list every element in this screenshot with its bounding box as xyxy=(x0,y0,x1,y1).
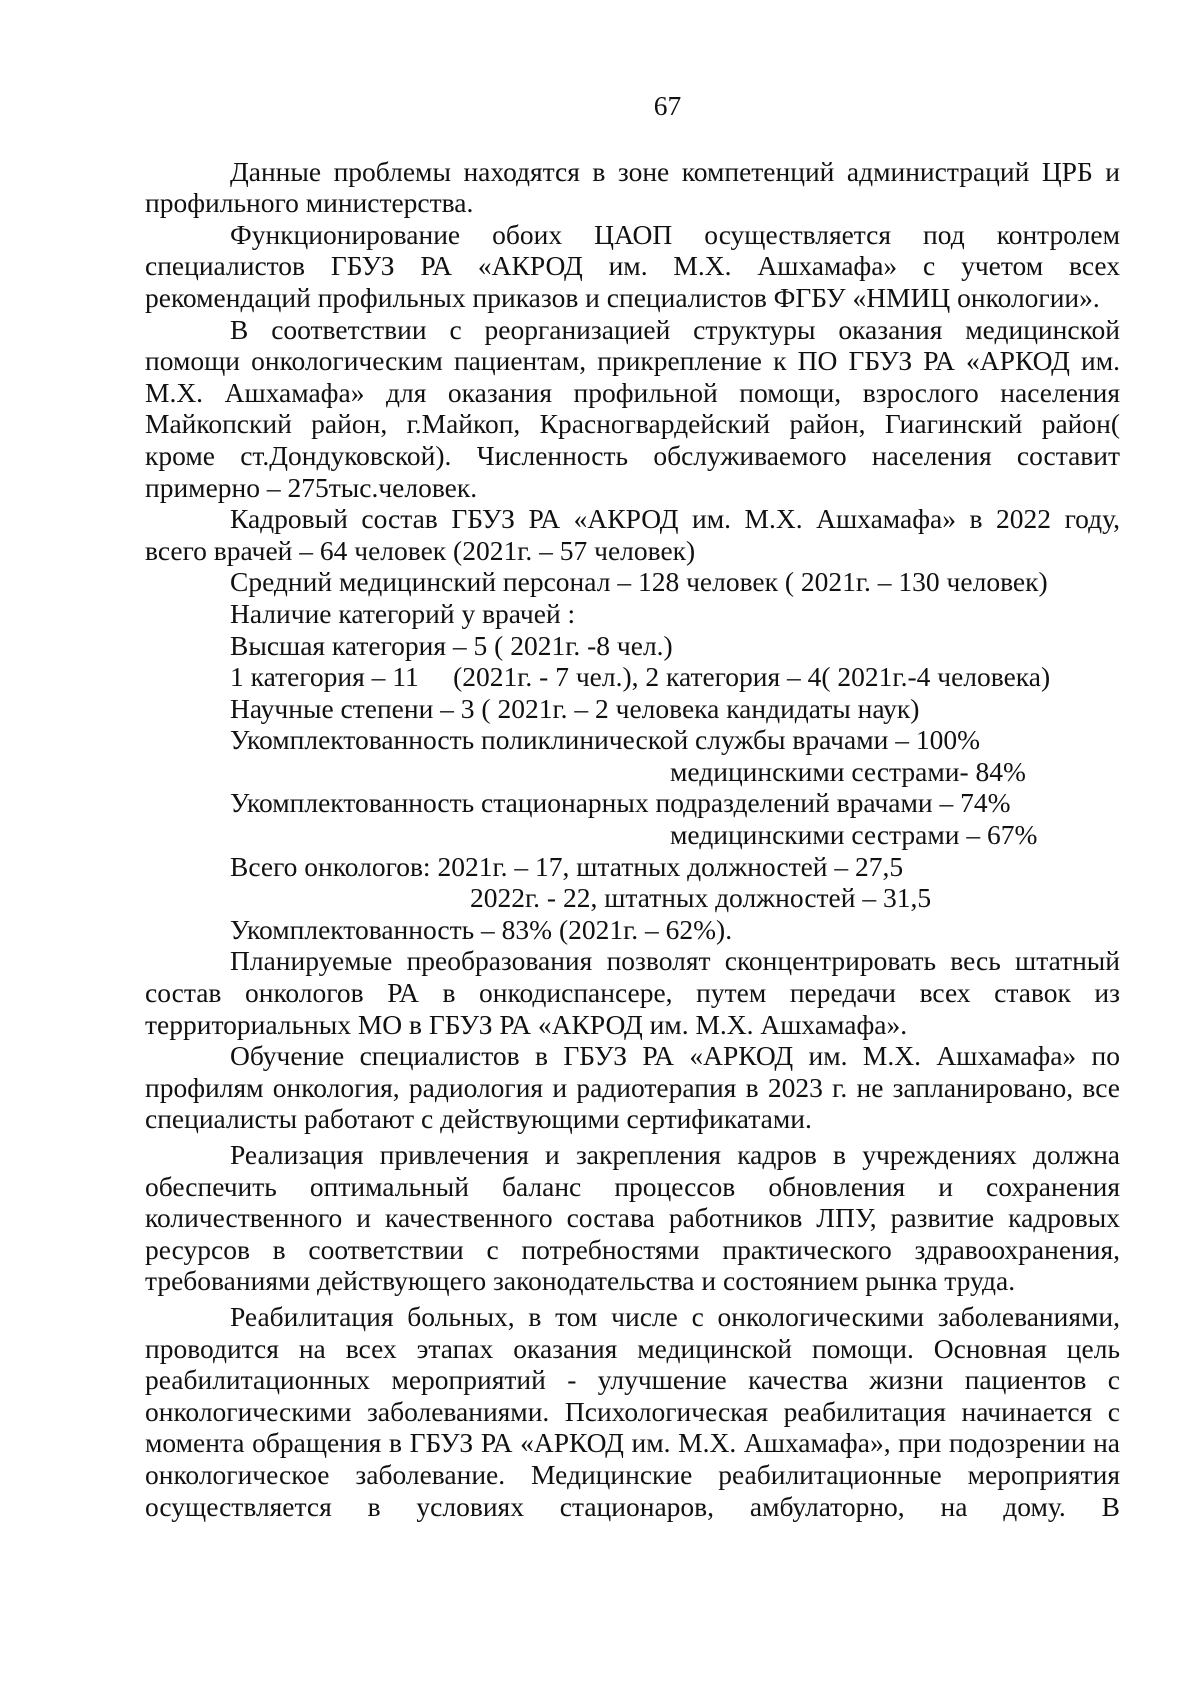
paragraph-planned-transformations: Планируемые преобразования позволят сконцентрировать весь штатный состав онкологов РА в онкодиспансере, путем передачи всех ставок из территориальных МО в ГБУЗ РА «АКРОД им. М.Х. Ашхамафа». xyxy=(145,945,1120,1040)
line-oncologists-2021: Всего онкологов: 2021г. – 17, штатных должностей – 27,5 xyxy=(230,850,904,882)
line-highest-category: Высшая категория – 5 ( 2021г. -8 чел.) xyxy=(230,629,673,661)
line-polyclinic-nurses: медицинскими сестрами- 84% xyxy=(670,755,1026,787)
line-scientific-degrees: Научные степени – 3 ( 2021г. – 2 человека кандидаты наук) xyxy=(230,692,920,724)
line-hospital-nurses: медицинскими сестрами – 67% xyxy=(670,819,1038,851)
paragraph-reorganization: В соответствии с реорганизацией структуры оказания медицинской помощи онкологическим пациентам, прикрепление к ПО ГБУЗ РА «АРКОД им. М.Х. Ашхамафа» для оказания профильной помощи, взрослого населения Майкопский район, г.Майкоп, Красногвардейский район, Гиагинский район( кроме ст.Дондуковской). Численность обслуживаемого населения составит примерно – 275тыс.человек. xyxy=(145,313,1120,503)
paragraph-hr-retention: Реализация привлечения и закрепления кадров в учреждениях должна обеспечить оптимальный баланс процессов обновления и сохранения количественного и качественного состава работников ЛПУ, развитие кадровых ресурсов в соответствии с потребностями практического здравоохранения, требованиями действующего законодательства и состоянием рынка труда. xyxy=(145,1139,1120,1297)
line-nurses: Средний медицинский персонал – 128 человек ( 2021г. – 130 человек) xyxy=(230,566,1048,598)
page-number: 67 xyxy=(653,90,682,121)
line-polyclinic-doctors: Укомплектованность поликлинической службы врачами – 100% xyxy=(230,724,980,756)
paragraph-caop-control: Функционирование обоих ЦАОП осуществляется под контролем специалистов ГБУЗ РА «АКРОД им. М.Х. Ашхамафа» с учетом всех рекомендаций профильных приказов и специалистов ФГБУ «НМИЦ онкологии». xyxy=(145,218,1120,313)
line-hospital-doctors: Укомплектованность стационарных подразделений врачами – 74% xyxy=(230,787,1011,819)
paragraph-staff-composition: Кадровый состав ГБУЗ РА «АКРОД им. М.Х. Ашхамафа» в 2022 году, всего врачей – 64 человек (2021г. – 57 человек) xyxy=(145,503,1120,566)
line-categories-header: Наличие категорий у врачей : xyxy=(230,597,576,629)
document-page xyxy=(145,90,1120,1522)
paragraph-competence: Данные проблемы находятся в зоне компетенций администраций ЦРБ и профильного министерства. xyxy=(145,155,1120,219)
paragraph-rehabilitation: Реабилитация больных, в том числе с онкологическими заболеваниями, проводится на всех этапах оказания медицинской помощи. Основная цель реабилитационных мероприятий - улучшение качества жизни пациентов с онкологическими заболеваниями. Психологическая реабилитация начинается с момента обращения в ГБУЗ РА «АРКОД им. М.Х. Ашхамафа», при подозрении на онкологическое заболевание. Медицинские реабилитационные мероприятия осуществляется в условиях стационаров, амбулаторно, на дому. В xyxy=(145,1300,1120,1522)
paragraph-training: Обучение специалистов в ГБУЗ РА «АРКОД им. М.Х. Ашхамафа» по профилям онкология, радиология и радиотерапия в 2023 г. не запланировано, все специалисты работают с действующими сертификатами. xyxy=(145,1040,1120,1135)
line-first-second-category: 1 категория – 11 (2021г. - 7 чел.), 2 категория – 4( 2021г.-4 человека) xyxy=(230,661,1051,693)
line-oncologists-2022: 2022г. - 22, штатных должностей – 31,5 xyxy=(470,882,932,914)
line-staffing: Укомплектованность – 83% (2021г. – 62%). xyxy=(230,913,733,945)
